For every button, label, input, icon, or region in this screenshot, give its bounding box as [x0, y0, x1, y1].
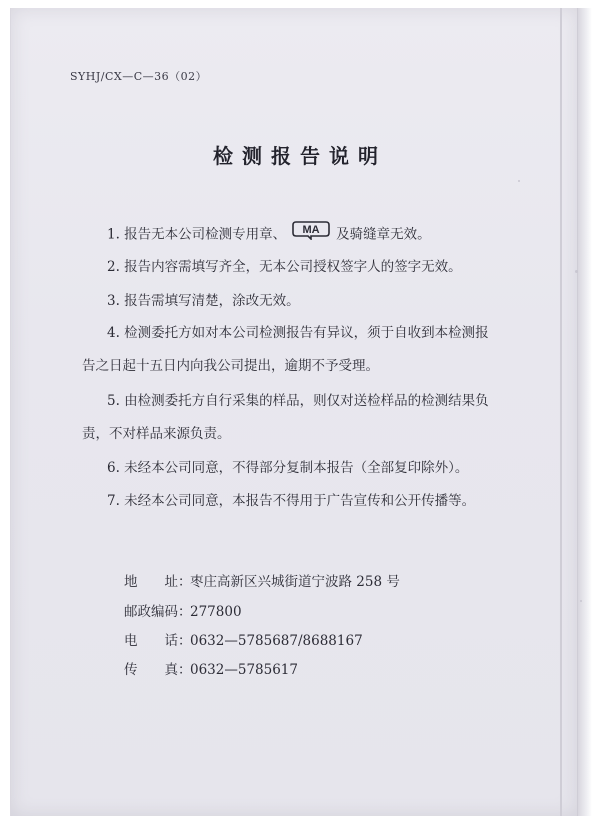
list-item-5: [107, 391, 489, 411]
postcode-label: 邮政编码：: [124, 604, 192, 620]
contact-phone: [124, 629, 363, 649]
paper-sheet: [10, 8, 579, 816]
list-item-6: [107, 458, 468, 478]
list-item-4-continuation: [82, 356, 379, 376]
list-item-text: 责，不对样品来源负责。: [82, 426, 231, 442]
page-title: 检测报告说明: [213, 144, 387, 168]
list-item-text: 1. 报告无本公司检测专用章、: [107, 226, 287, 243]
list-item-text: 5. 由检测委托方自行采集的样品，则仅对送检样品的检测结果负: [107, 393, 489, 409]
postcode-value: 277800: [190, 604, 242, 620]
fax-label: 传 真：: [124, 662, 192, 678]
fax-value: 0632—5785617: [190, 662, 298, 678]
list-item-text: 7. 未经本公司同意，本报告不得用于广告宣传和公开传播等。: [107, 493, 476, 509]
list-item-7: [107, 491, 475, 511]
ma-certification-stamp-icon: [290, 220, 332, 246]
list-item-text: 告之日起十五日内向我公司提出，逾期不予受理。: [82, 358, 379, 374]
document-code: SYHJ/CX—C—36（02）: [70, 70, 208, 83]
list-item-text: 2. 报告内容需填写齐全，无本公司授权签字人的签字无效。: [107, 259, 462, 275]
svg-text:MA: MA: [302, 224, 320, 236]
scan-speck: [575, 270, 578, 273]
paper-edge-shadow: [578, 8, 592, 816]
contact-postcode: [124, 600, 242, 620]
contact-address: [124, 570, 400, 590]
phone-label: 电 话：: [124, 633, 192, 649]
scan-speck: [518, 180, 520, 182]
list-item-3: [107, 291, 300, 311]
list-item-1: [107, 222, 431, 248]
list-item-text: 6. 未经本公司同意，不得部分复制本报告（全部复印除外）。: [107, 460, 469, 476]
contact-fax: [124, 658, 298, 678]
list-item-text: 3. 报告需填写清楚，涂改无效。: [107, 293, 300, 309]
list-item-2: [107, 257, 462, 277]
list-item-4: [107, 323, 489, 343]
list-item-5-continuation: [82, 424, 231, 444]
address-value: 枣庄高新区兴城街道宁波路 258 号: [190, 574, 400, 590]
address-label: 地 址：: [124, 574, 192, 590]
list-item-text: 4. 检测委托方如对本公司检测报告有异议，须于自收到本检测报: [107, 325, 489, 341]
paper-fold-line: [560, 8, 562, 816]
list-item-text: 及骑缝章无效。: [336, 226, 431, 243]
scan-speck: [580, 600, 582, 602]
phone-value: 0632—5785687/8688167: [190, 633, 363, 649]
